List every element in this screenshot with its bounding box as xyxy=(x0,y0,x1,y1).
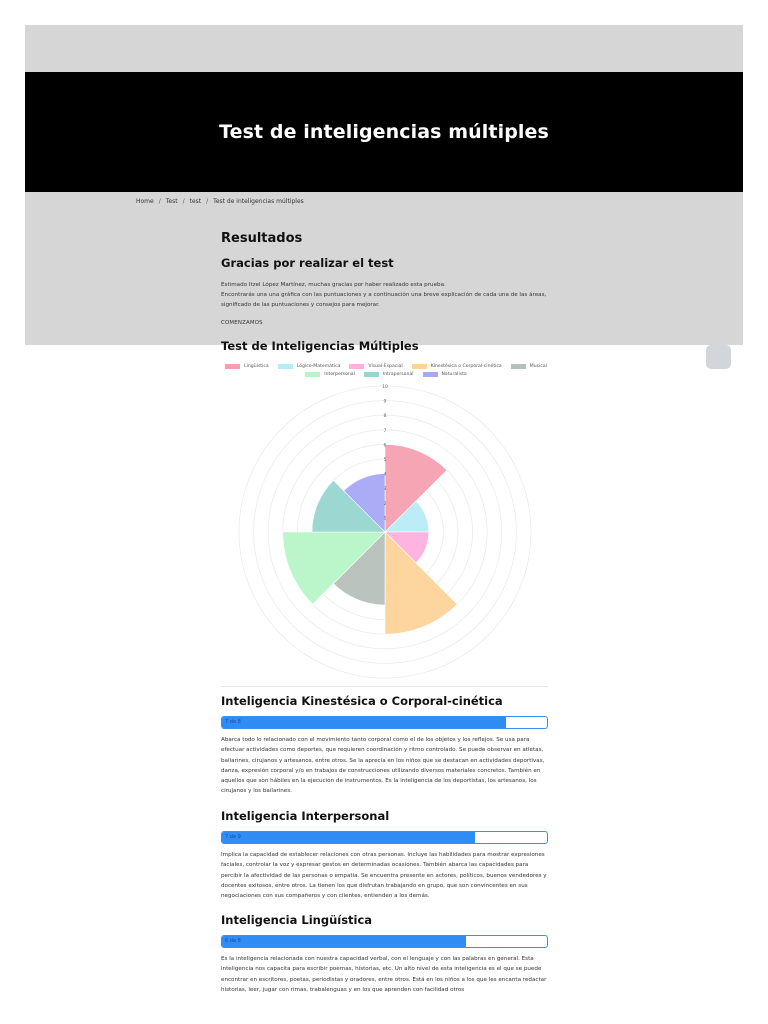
results-heading: Resultados xyxy=(221,231,303,246)
section-description: Abarca todo lo relacionado con el movimiento tanto corporal como el de los objetos y los reflejos. Se usa para efectuar actividades como deportes, que requieren coordinación y ritmo controlado. Se puede observar en atletas, bailarines, cirujanos y artesanos, entre otros. Se la aprecia en los niños que se destacan en actividades deportivas, danza, expresión corporal y/o en trabajos de construcciones utilizando diversos materiales concretos. También en aquellos que son hábiles en la ejecución de instrumentos. Es la inteligencia de los deportistas, los artesanos, los cirujanos y los bailarines. xyxy=(221,737,545,795)
legend-label: Intrapersonal xyxy=(382,372,414,377)
tick-label: 6 xyxy=(383,443,387,449)
breadcrumb-separator: / xyxy=(182,198,185,205)
legend-label: Naturalista xyxy=(441,372,467,377)
section-title: Inteligencia Kinestésica o Corporal-cinética xyxy=(221,694,503,708)
intro-text xyxy=(221,280,551,310)
legend-label: Lógico-Matemática xyxy=(296,364,341,369)
tick-label: 8 xyxy=(383,414,387,420)
legend-label: Lingüística xyxy=(244,364,269,369)
legend-swatch xyxy=(305,372,320,377)
legend-item[interactable] xyxy=(511,364,547,369)
tick-label: 10 xyxy=(382,385,388,390)
chart-title: Test de Inteligencias Múltiples xyxy=(221,339,419,353)
section-divider xyxy=(221,686,548,687)
tick-label: 1 xyxy=(383,516,387,522)
chart-legend xyxy=(221,364,551,377)
legend-swatch xyxy=(412,364,427,369)
tick-label: 7 xyxy=(383,428,387,434)
legend-item[interactable] xyxy=(364,372,414,377)
legend-swatch xyxy=(423,372,438,377)
intro-line-1: Estimado Itzel López Martínez, muchas gracias por haber realizado esta prueba. xyxy=(221,282,446,288)
legend-item[interactable] xyxy=(225,364,269,369)
breadcrumb-test-sub-link[interactable]: test xyxy=(189,198,202,205)
legend-swatch xyxy=(349,364,364,369)
tick-label: 4 xyxy=(383,472,387,478)
score-progress-bar xyxy=(221,831,548,844)
intro-line-2: Encontrarás una una gráfica con las puntuaciones y a continuación una breve explicación de cada una de las áreas, significado de las puntuaciones y consejos para mejorar. xyxy=(221,292,547,308)
scroll-to-top-button[interactable] xyxy=(706,345,731,369)
breadcrumb-separator: / xyxy=(158,198,161,205)
tick-label: 2 xyxy=(383,501,387,507)
polar-area-chart xyxy=(221,380,551,690)
legend-item[interactable] xyxy=(349,364,402,369)
section-title: Inteligencia Interpersonal xyxy=(221,809,390,823)
score-progress-fill: 7 de 9 xyxy=(222,832,475,843)
legend-item[interactable] xyxy=(412,364,502,369)
legend-item[interactable] xyxy=(423,372,467,377)
thanks-heading: Gracias por realizar el test xyxy=(221,256,394,270)
section-kinestesica xyxy=(221,694,551,797)
page-hero xyxy=(25,72,743,192)
tick-label: 3 xyxy=(383,487,387,493)
legend-swatch xyxy=(511,364,526,369)
tick-label: 5 xyxy=(383,458,387,463)
score-progress-bar xyxy=(221,935,548,948)
legend-label: Musical xyxy=(529,364,547,369)
breadcrumb-home-link[interactable]: Home xyxy=(136,198,154,205)
breadcrumb-separator: / xyxy=(206,198,209,205)
breadcrumb xyxy=(136,198,304,205)
legend-swatch xyxy=(278,364,293,369)
score-progress-fill: 7 de 8 xyxy=(222,717,506,728)
legend-item[interactable] xyxy=(305,372,355,377)
tick-label: 9 xyxy=(383,399,387,405)
page-title: Test de inteligencias múltiples xyxy=(219,121,549,143)
legend-label: Kinestésica o Corporal-cinética xyxy=(430,364,502,369)
breadcrumb-current: Test de inteligencias múltiples xyxy=(213,198,304,205)
section-description: Implica la capacidad de establecer relaciones con otras personas. Incluye las habilidades para mostrar expresiones faciales, controlar la voz y expresar gestos en determinadas ocasiones. También abarca las capacidades para percibir la afectividad de las personas o empatía. Se encuentra presente en actores, políticos, buenos vendedores y docentes exitosos, entre otros. La tienen los que disfrutan trabajando en grupo, que son convincentes en sus negociaciones con sus compañeros y con clientes, entienden a los demás. xyxy=(221,852,547,900)
legend-label: Interpersonal xyxy=(324,372,355,377)
legend-label: Visual-Espacial xyxy=(368,364,403,369)
score-progress-bar xyxy=(221,716,548,729)
legend-swatch xyxy=(225,364,240,369)
section-description: Es la inteligencia relacionada con nuestra capacidad verbal, con el lenguaje y con las palabras en general. Esta inteligencia nos capacita para escribir poemas, historias, etc. Un alto nivel de esta inteligencia es el que se puede encontrar en escritores, poetas, periodistas y oradores, entre otros. Está en los niños a los que les encanta redactar historias, leer, jugar con rimas, trabalenguas y en los que aprenden con facilidad otros xyxy=(221,956,547,993)
section-interpersonal xyxy=(221,809,551,901)
section-linguistica xyxy=(221,913,551,995)
start-label: COMENZAMOS xyxy=(221,320,263,326)
breadcrumb-test-link[interactable]: Test xyxy=(165,198,178,205)
legend-swatch xyxy=(364,372,379,377)
legend-item[interactable] xyxy=(278,364,341,369)
section-title: Inteligencia Lingüística xyxy=(221,913,373,927)
score-progress-fill: 6 de 8 xyxy=(222,936,466,947)
